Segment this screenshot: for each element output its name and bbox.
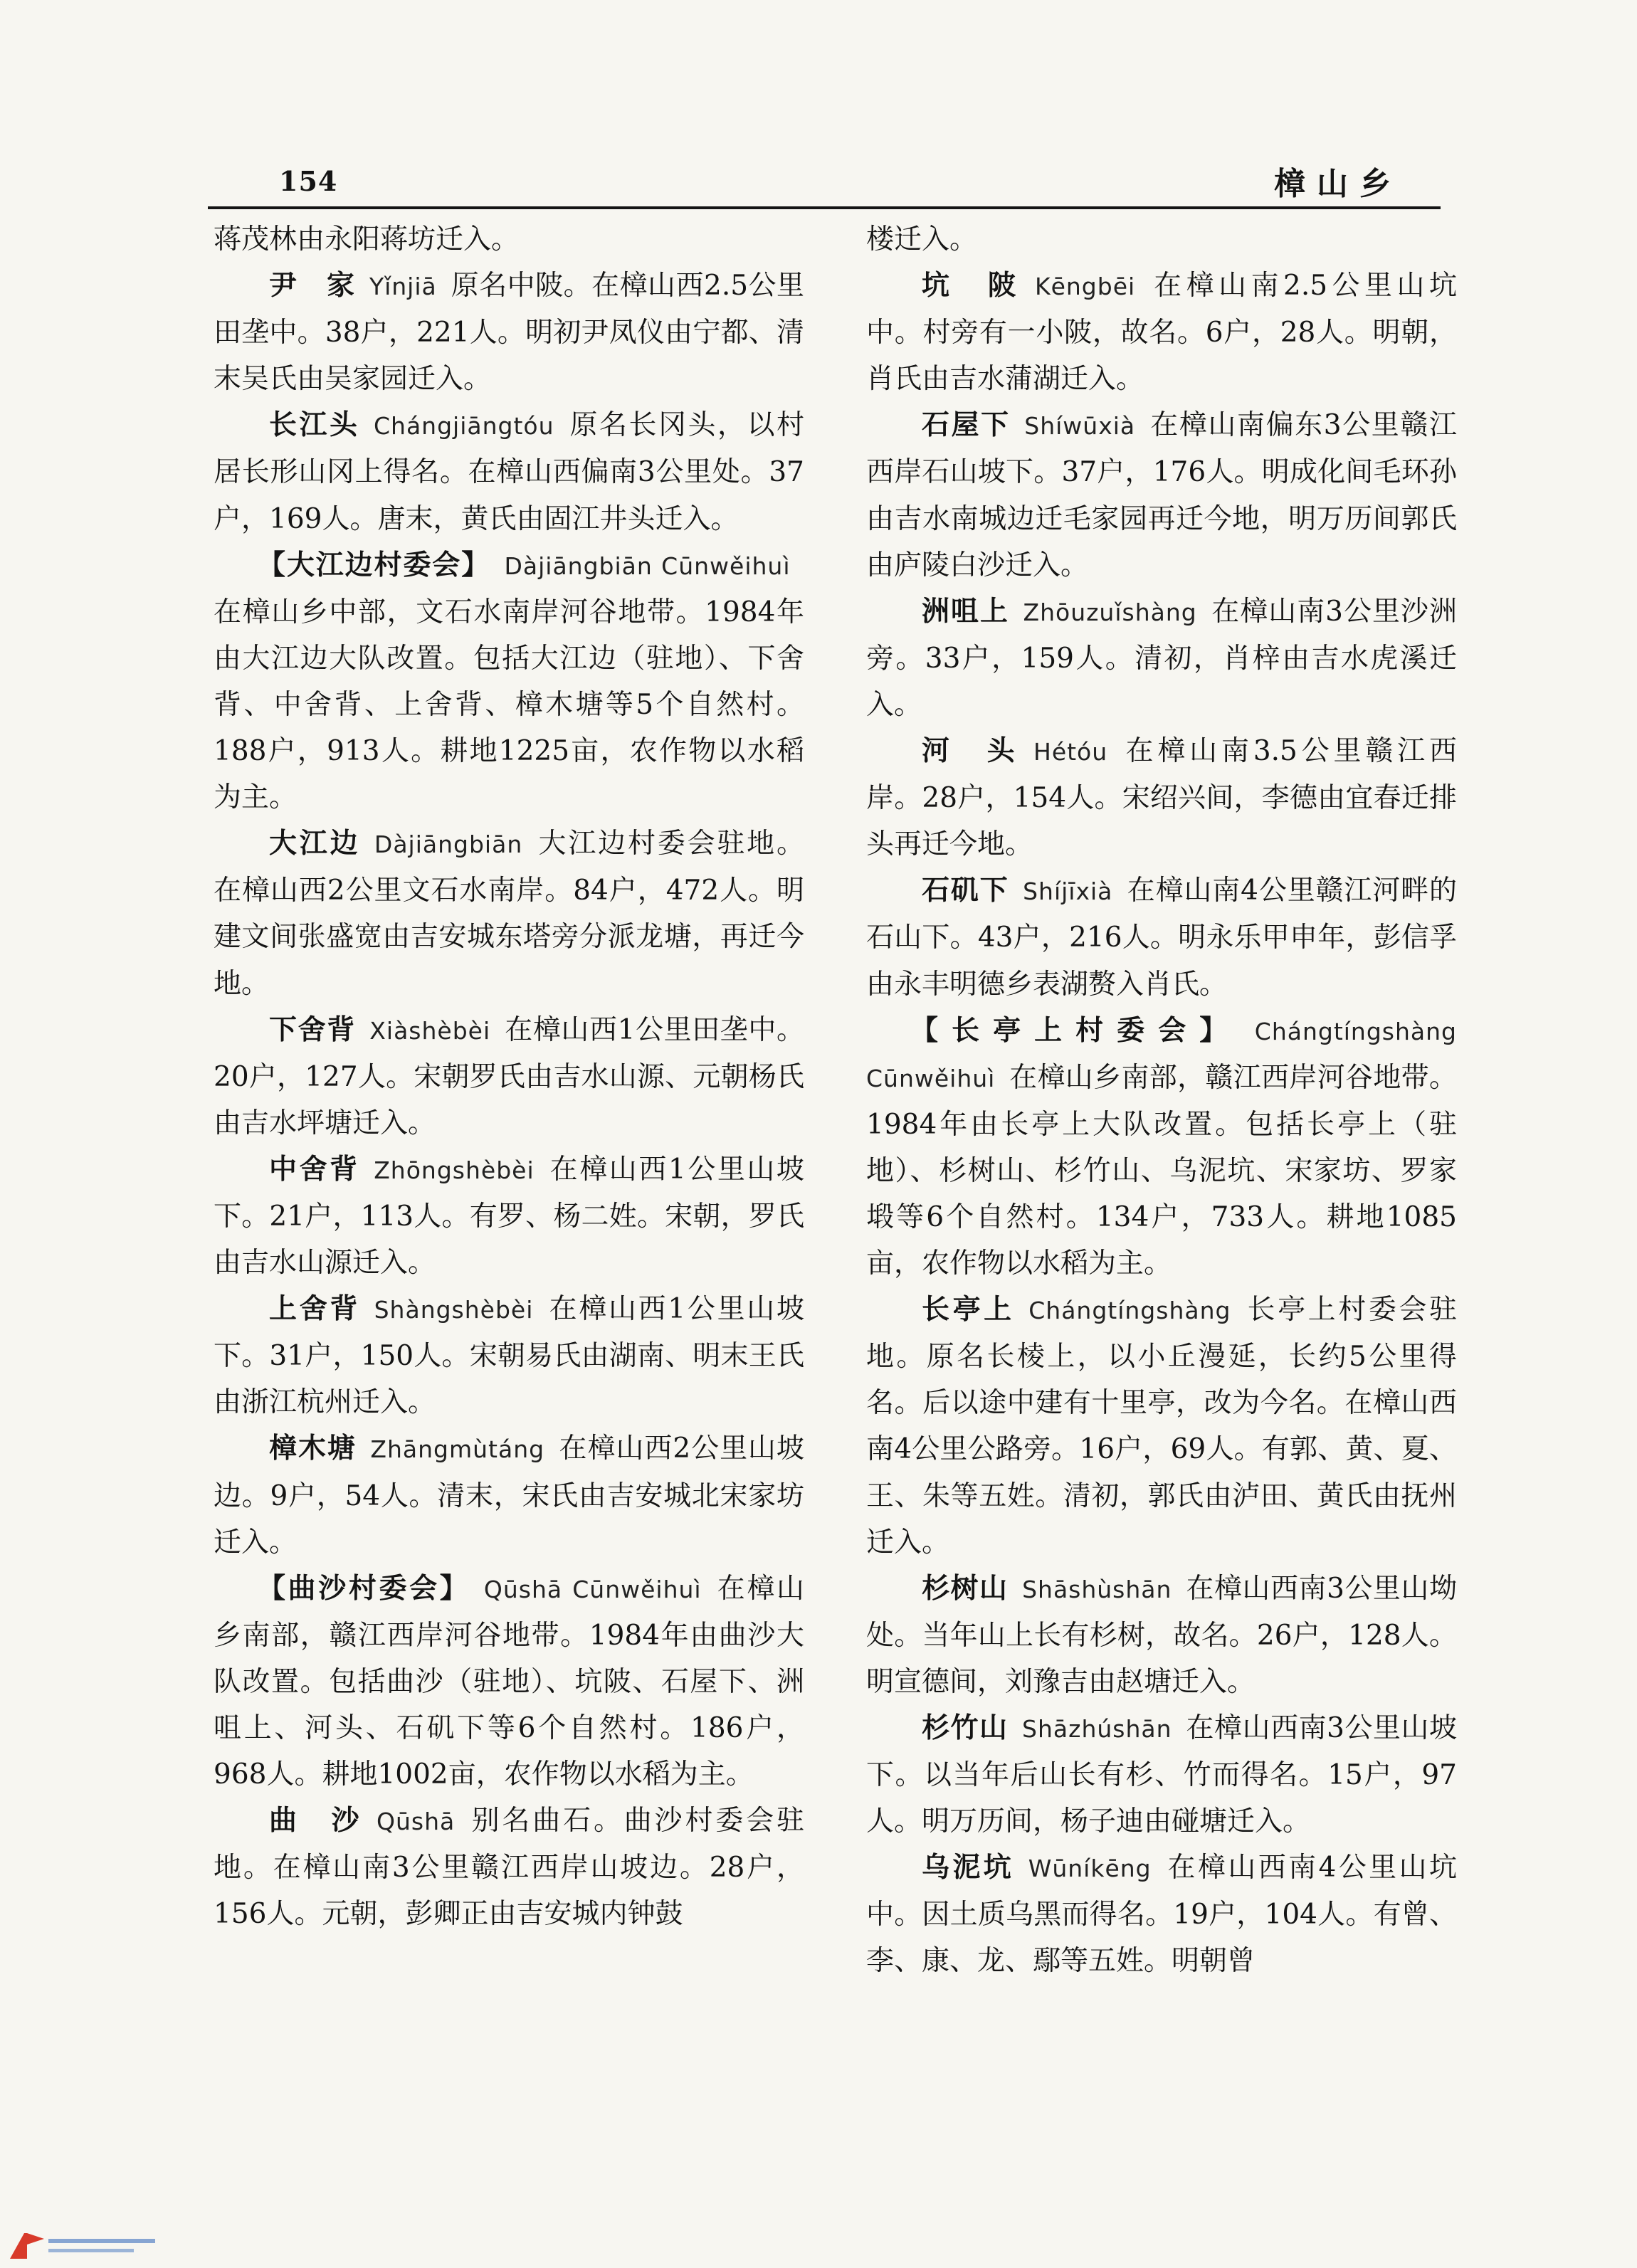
entry-description: 在樟山南2.5公里山坑中。村旁有一小陂，故名。6户，28人。明朝，肖氏由吉水蒲湖迁入。 bbox=[866, 270, 1457, 396]
place-entry bbox=[214, 1425, 804, 1565]
entry-description: 在樟山南3.5公里赣江西岸。28户，154人。宋绍兴间，李德由宜春迁排头再迁今地。 bbox=[866, 735, 1457, 861]
place-name: 上舍背 bbox=[269, 1292, 361, 1326]
continued-text: 蒋茂林由永阳蒋坊迁入。 bbox=[214, 223, 520, 255]
place-entry bbox=[214, 402, 804, 542]
right-column bbox=[866, 216, 1457, 2252]
place-name: 长江头 bbox=[269, 408, 360, 442]
entry-description: 在樟山乡南部，赣江西岸河谷地带。1984年由曲沙大队改置。包括曲沙（驻地）、坑陂、石屋下、洲咀上、河头、石矶下等6个自然村。186户，968人。耕地1002亩，农作物以水稻为主。 bbox=[214, 1572, 804, 1791]
place-name: 石屋下 bbox=[922, 408, 1011, 442]
pinyin-romanization: Chángjiāngtóu bbox=[374, 412, 554, 441]
pinyin-romanization: Zhāngmùtáng bbox=[370, 1435, 545, 1464]
watermark-logo-icon bbox=[6, 2227, 162, 2263]
pinyin-romanization: Hétóu bbox=[1033, 738, 1108, 766]
pinyin-romanization: Chángtíngshàng Cūnwěihuì bbox=[866, 1017, 1457, 1092]
place-entry bbox=[214, 1007, 804, 1146]
place-entry bbox=[214, 1798, 804, 1937]
place-name: 下舍背 bbox=[269, 1013, 356, 1046]
header-rule bbox=[208, 206, 1441, 209]
committee-entry bbox=[214, 542, 804, 821]
pinyin-romanization: Zhōngshèbèi bbox=[374, 1156, 535, 1184]
entry-description: 大江边村委会驻地。在樟山西2公里文石水南岸。84户，472人。明建文间张盛宽由吉安城东塔旁分派龙塘，再迁今地。 bbox=[214, 828, 804, 1000]
pinyin-romanization: Dàjiāngbiān Cūnwěihuì bbox=[504, 552, 791, 580]
entry-description: 在樟山西南3公里山坡下。以当年后山长有杉、竹而得名。15户，97人。明万历间，杨子迪由碰塘迁入。 bbox=[866, 1712, 1457, 1838]
place-name: 杉树山 bbox=[922, 1571, 1009, 1605]
committee-name: 【长亭上村委会】 bbox=[910, 1013, 1241, 1047]
entry-description: 在樟山西1公里山坡下。31户，150人。宋朝易氏由湖南、明末王氏由浙江杭州迁入。 bbox=[214, 1293, 804, 1419]
entry-description: 在樟山西1公里田垄中。20户，127人。宋朝罗氏由吉水山源、元朝杨氏由吉水坪塘迁入。 bbox=[214, 1013, 804, 1139]
entry-description: 在樟山南偏东3公里赣江西岸石山坡下。37户，176人。明成化间毛环孙由吉水南城边迁毛家园再迁今地，明万历间郭氏由庐陵白沙迁入。 bbox=[866, 409, 1457, 581]
place-name: 石矶下 bbox=[922, 874, 1009, 907]
entry-description: 原名长冈头，以村居长形山冈上得名。在樟山西偏南3公里处。37户，169人。唐末，黄氏由固江井头迁入。 bbox=[214, 409, 804, 535]
pinyin-romanization: Shāshùshān bbox=[1022, 1575, 1172, 1603]
place-name: 中舍背 bbox=[269, 1152, 360, 1186]
committee-name: 【大江边村委会】 bbox=[258, 548, 490, 581]
pinyin-romanization: Yǐnjiā bbox=[369, 273, 437, 301]
entry-description: 长亭上村委会驻地。原名长棱上，以小丘漫延，长约5公里得名。后以途中建有十里亭，改为今名。在樟山西南4公里公路旁。16户，69人。有郭、黄、夏、王、朱等五姓。清初，郭氏由泸田、黄氏由抚州迁入。 bbox=[866, 1294, 1457, 1558]
entry-description: 在樟山乡南部，赣江西岸河谷地带。1984年由长亭上大队改置。包括长亭上（驻地）、杉树山、杉竹山、乌泥坑、宋家坊、罗家塅等6个自然村。134户，733人。耕地1085亩，农作物以水稻为主。 bbox=[866, 1061, 1457, 1280]
place-entry bbox=[214, 1286, 804, 1425]
place-entry bbox=[866, 867, 1457, 1007]
place-name: 洲咀上 bbox=[922, 594, 1009, 628]
pinyin-romanization: Kēngbēi bbox=[1034, 273, 1136, 301]
pinyin-romanization: Qūshā bbox=[377, 1808, 456, 1836]
place-entry bbox=[866, 402, 1457, 588]
place-entry bbox=[866, 728, 1457, 867]
place-entry bbox=[866, 1287, 1457, 1566]
pinyin-romanization: Qūshā Cūnwěihuì bbox=[483, 1575, 702, 1603]
entry-description: 在樟山乡中部，文石水南岸河谷地带。1984年由大江边大队改置。包括大江边（驻地）、下舍背、中舍背、上舍背、樟木塘等5个自然村。188户，913人。耕地1225亩，农作物以水稻为主。 bbox=[214, 596, 804, 814]
pinyin-romanization: Chángtíngshàng bbox=[1028, 1297, 1231, 1325]
running-head: 樟山乡 bbox=[1274, 166, 1402, 202]
place-entry bbox=[214, 1146, 804, 1286]
place-name: 杉竹山 bbox=[922, 1711, 1009, 1744]
pinyin-romanization: Xiàshèbèi bbox=[369, 1016, 491, 1045]
place-name: 乌泥坑 bbox=[922, 1851, 1015, 1884]
committee-name: 【曲沙村委会】 bbox=[258, 1571, 470, 1605]
pinyin-romanization: Dàjiāngbiān bbox=[374, 830, 523, 859]
committee-entry bbox=[214, 1566, 804, 1798]
place-name: 长亭上 bbox=[922, 1293, 1015, 1326]
entry-description: 在樟山西南3公里山坳处。当年山上长有杉树，故名。26户，128人。明宣德间，刘豫吉由赵塘迁入。 bbox=[866, 1572, 1457, 1698]
pinyin-romanization: Wūníkēng bbox=[1028, 1855, 1152, 1883]
pinyin-romanization: Zhōuzuǐshàng bbox=[1023, 598, 1197, 626]
place-entry bbox=[866, 589, 1457, 728]
pinyin-romanization: Shíjīxià bbox=[1023, 877, 1113, 906]
place-entry bbox=[214, 263, 804, 402]
pinyin-romanization: Shāzhúshān bbox=[1022, 1715, 1172, 1743]
entry-description: 在樟山西2公里山坡边。9户，54人。清末，宋氏由吉安城北宋家坊迁入。 bbox=[214, 1433, 804, 1558]
place-name: 尹 家 bbox=[269, 269, 356, 302]
place-name: 曲 沙 bbox=[269, 1804, 363, 1837]
committee-entry bbox=[866, 1008, 1457, 1287]
place-entry bbox=[866, 263, 1457, 402]
page-number: 154 bbox=[279, 165, 338, 197]
pinyin-romanization: Shíwūxià bbox=[1024, 412, 1136, 441]
place-name: 大江边 bbox=[269, 827, 361, 860]
entry-description: 在樟山西1公里山坡下。21户，113人。有罗、杨二姓。宋朝，罗氏由吉水山源迁入。 bbox=[214, 1153, 804, 1280]
entry-description: 原名中陂。在樟山西2.5公里田垄中。38户，221人。明初尹凤仪由宁都、清末吴氏由吴家园迁入。 bbox=[214, 270, 804, 396]
place-name: 樟木塘 bbox=[269, 1432, 357, 1465]
place-name: 坑 陂 bbox=[922, 269, 1021, 302]
entry-description: 在樟山西南4公里山坑中。因土质乌黑而得名。19户，104人。有曾、李、康、龙、鄢等五姓。明朝曾 bbox=[866, 1852, 1457, 1978]
left-column bbox=[214, 216, 804, 2252]
place-name: 河 头 bbox=[922, 734, 1020, 768]
place-entry bbox=[866, 1566, 1457, 1705]
entry-description: 在樟山南4公里赣江河畔的石山下。43户，216人。明永乐甲申年，彭信孚由永丰明德乡表湖赘入肖氏。 bbox=[866, 875, 1457, 1001]
place-entry bbox=[866, 1705, 1457, 1845]
place-entry bbox=[214, 821, 804, 1006]
entry-description: 在樟山南3公里沙洲旁。33户，159人。清初，肖梓由吉水虎溪迁入。 bbox=[866, 595, 1457, 721]
place-entry bbox=[866, 1845, 1457, 1984]
continued-text: 楼迁入。 bbox=[866, 223, 978, 255]
entry-description: 别名曲石。曲沙村委会驻地。在樟山南3公里赣江西岸山坡边。28户，156人。元朝，彭卿正由吉安城内钟鼓 bbox=[214, 1805, 804, 1931]
pinyin-romanization: Shàngshèbèi bbox=[374, 1296, 534, 1324]
